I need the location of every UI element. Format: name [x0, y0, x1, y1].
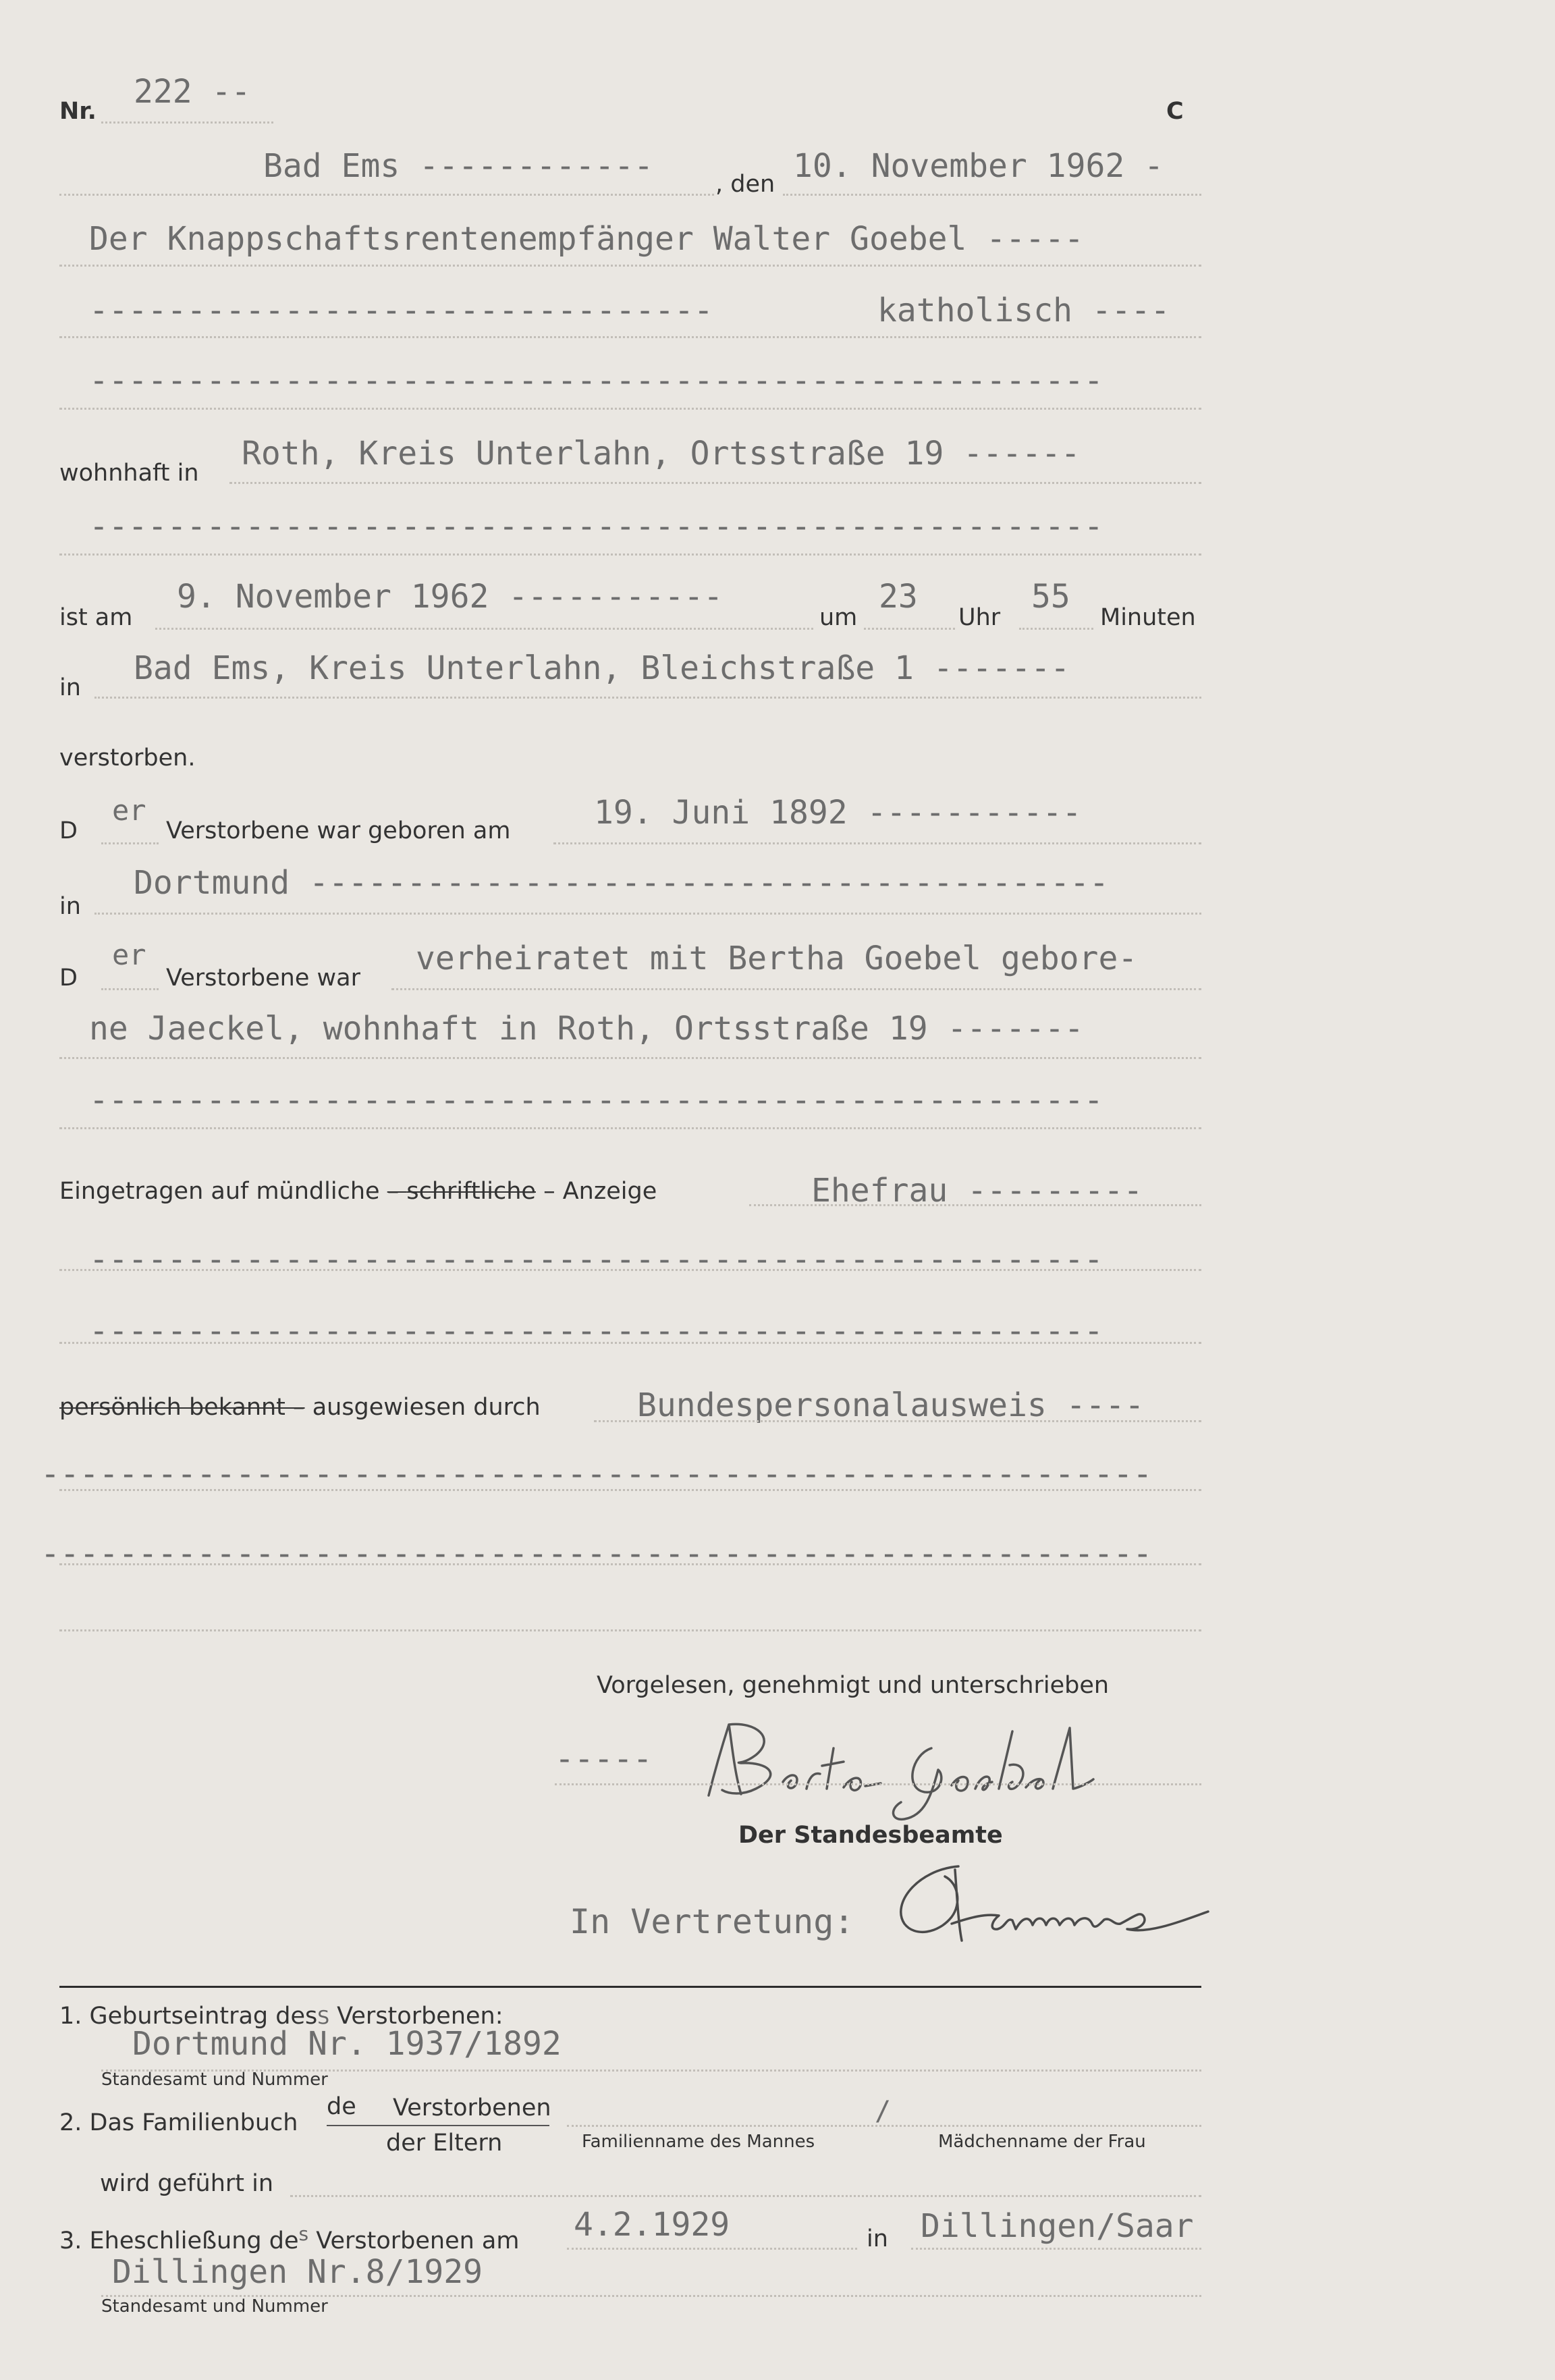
registration-filler-line-2: ----------------------------------------------------	[89, 1312, 1103, 1350]
identification-dotted-line-3	[59, 1563, 1201, 1565]
informant-signature	[675, 1708, 1188, 1829]
hour-of-death: 23	[879, 578, 918, 616]
registration-filler-line-1: ----------------------------------------------------	[89, 1241, 1103, 1278]
marital-dotted-line-3	[59, 1127, 1201, 1129]
register-number: 222 --	[134, 73, 251, 111]
birth-er-dotted-line	[101, 842, 159, 844]
family-book-maiden-name-label: Mädchenname der Frau	[938, 2132, 1146, 2152]
date-of-death: 9. November 1962 -----------	[177, 578, 724, 616]
family-book-kept-in-dotted-line	[290, 2195, 1201, 2197]
identification-dotted-line-2	[59, 1489, 1201, 1491]
person-filler-dashes: --------------------------------	[89, 292, 713, 329]
family-book-husband-name-label: Familienname des Mannes	[582, 2132, 815, 2152]
read-approved-signed: Vorgelesen, genehmigt und unterschrieben	[597, 1672, 1110, 1699]
minuten-label: Minuten	[1100, 604, 1196, 631]
marriage-date-dotted-line	[567, 2248, 857, 2250]
marriage-entry-value: Dillingen Nr.8/1929	[112, 2253, 483, 2291]
marriage-label-text: 3. Eheschließung de	[59, 2227, 299, 2254]
signer-dotted-line	[555, 1783, 1201, 1785]
informant: Ehefrau ---------	[811, 1172, 1143, 1210]
residence-address: Roth, Kreis Unterlahn, Ortsstraße 19 ------	[242, 435, 1081, 472]
family-book-slash: /	[875, 2096, 892, 2127]
identification-label-by: ausgewiesen durch	[312, 1394, 541, 1421]
birth-entry-sub: Standesamt und Nummer	[101, 2070, 328, 2090]
registration-date: 10. November 1962 -	[793, 147, 1164, 185]
identification-filler-line-2: ---------------------------------------------------------	[40, 1535, 1153, 1573]
marriage-label-s: s	[298, 2223, 309, 2245]
identification-document: Bundespersonalausweis ----	[637, 1386, 1145, 1424]
place-dotted-line	[59, 194, 714, 196]
death-date-dotted-line	[155, 628, 813, 630]
birth-entry-value: Dortmund Nr. 1937/1892	[132, 2025, 562, 2063]
nr-dotted-line	[101, 121, 273, 124]
identification-label-known-struck: persönlich bekannt –	[59, 1394, 305, 1421]
informant-dotted-line	[749, 1204, 1201, 1206]
birth-d-label: D	[59, 817, 78, 844]
family-book-fraction-line	[327, 2125, 549, 2126]
birth-entry-label-text: 1. Geburtseintrag des	[59, 2003, 318, 2030]
family-book-de: de	[327, 2093, 356, 2120]
corner-letter: C	[1166, 98, 1184, 125]
marital-label: Verstorbene war	[166, 965, 360, 992]
identification-dotted-line-4	[59, 1629, 1201, 1631]
residence-label: wohnhaft in	[59, 460, 199, 487]
marriage-place-dotted-line	[911, 2248, 1201, 2250]
registration-label	[59, 1180, 657, 1203]
place-of-registration: Bad Ems ------------	[263, 147, 653, 185]
birth-entry-s: S	[317, 2006, 330, 2028]
family-book-eltern: der Eltern	[386, 2130, 503, 2157]
marital-d-label: D	[59, 965, 78, 992]
marriage-place: Dillingen/Saar	[921, 2207, 1194, 2245]
registration-dotted-line-3	[59, 1342, 1201, 1344]
birth-er-suffix: er	[112, 794, 146, 827]
marital-dotted-line-2	[59, 1057, 1201, 1059]
registrar-signature	[877, 1849, 1228, 1957]
family-book-label: 2. Das Familienbuch	[59, 2109, 298, 2136]
uhr-label: Uhr	[958, 604, 1001, 631]
verstorben-label: verstorben.	[59, 745, 196, 772]
date-of-birth: 19. Juni 1892 -----------	[594, 794, 1082, 832]
birth-place-dotted-line	[94, 913, 1201, 915]
registration-label-written-struck: – schriftliche	[387, 1178, 536, 1205]
hour-dotted-line	[864, 628, 955, 630]
um-label: um	[819, 604, 858, 631]
residence-filler-line: ----------------------------------------------------	[89, 508, 1103, 545]
person-dotted-line-1	[59, 265, 1201, 267]
minute-of-death: 55	[1031, 578, 1070, 616]
place-of-birth: Dortmund -----------------------------------------	[134, 864, 1109, 902]
identification-dotted-line	[594, 1420, 1201, 1422]
identification-label	[59, 1396, 541, 1419]
registration-label-oral: Eingetragen auf mündliche	[59, 1178, 380, 1205]
residence-dotted-line	[229, 482, 1201, 484]
marital-status: verheiratet mit Bertha Goebel gebore-	[416, 940, 1138, 977]
nr-label: Nr.	[59, 98, 97, 125]
deputy-label: In Vertretung:	[570, 1902, 854, 1941]
death-place-dotted-line	[94, 697, 1201, 699]
den-label: , den	[715, 171, 775, 198]
registration-label-anzeige: – Anzeige	[543, 1178, 657, 1205]
birth-label: Verstorbene war geboren am	[166, 817, 511, 844]
marital-dotted-line-1	[391, 988, 1201, 990]
person-filler-line: ----------------------------------------------------	[89, 362, 1103, 400]
family-book-kept-in-label: wird geführt in	[100, 2170, 274, 2197]
birth-in-label: in	[59, 893, 81, 920]
place-of-death: Bad Ems, Kreis Unterlahn, Bleichstraße 1 -------	[134, 649, 1070, 687]
signer-prefix-dashes: -----	[555, 1740, 653, 1778]
birth-entry-label-tail: Verstorbenen:	[337, 2003, 503, 2030]
marriage-label-mid: Verstorbenen am	[316, 2227, 520, 2254]
marriage-in-label: in	[867, 2225, 888, 2252]
birth-date-dotted-line	[553, 842, 1201, 844]
registration-dotted-line-2	[59, 1269, 1201, 1271]
death-in-label: in	[59, 674, 81, 701]
registrar-label: Der Standesbeamte	[738, 1822, 1003, 1849]
marital-er-suffix: er	[112, 938, 146, 971]
marriage-date: 4.2.1929	[574, 2206, 730, 2244]
person-dotted-line-3	[59, 408, 1201, 410]
identification-filler-line-1: ---------------------------------------------------------	[40, 1455, 1153, 1493]
footer-separator	[59, 1986, 1201, 1988]
minute-dotted-line	[1019, 628, 1093, 630]
religion: katholisch ----	[877, 292, 1170, 329]
residence-dotted-line-2	[59, 553, 1201, 556]
marriage-entry-sub: Standesamt und Nummer	[101, 2296, 328, 2317]
date-dotted-line	[783, 194, 1201, 196]
marital-filler-line: ----------------------------------------------------	[89, 1081, 1103, 1119]
person-dotted-line-2	[59, 336, 1201, 338]
marriage-label	[59, 2225, 519, 2253]
marital-er-dotted-line	[101, 988, 159, 990]
deceased-description: Der Knappschaftsrentenempfänger Walter Goebel -----	[89, 220, 1084, 258]
family-book-verstorbenen: Verstorbenen	[393, 2094, 551, 2121]
spouse-details: ne Jaeckel, wohnhaft in Roth, Ortsstraße 19 -------	[89, 1010, 1084, 1048]
ist-am-label: ist am	[59, 604, 133, 631]
